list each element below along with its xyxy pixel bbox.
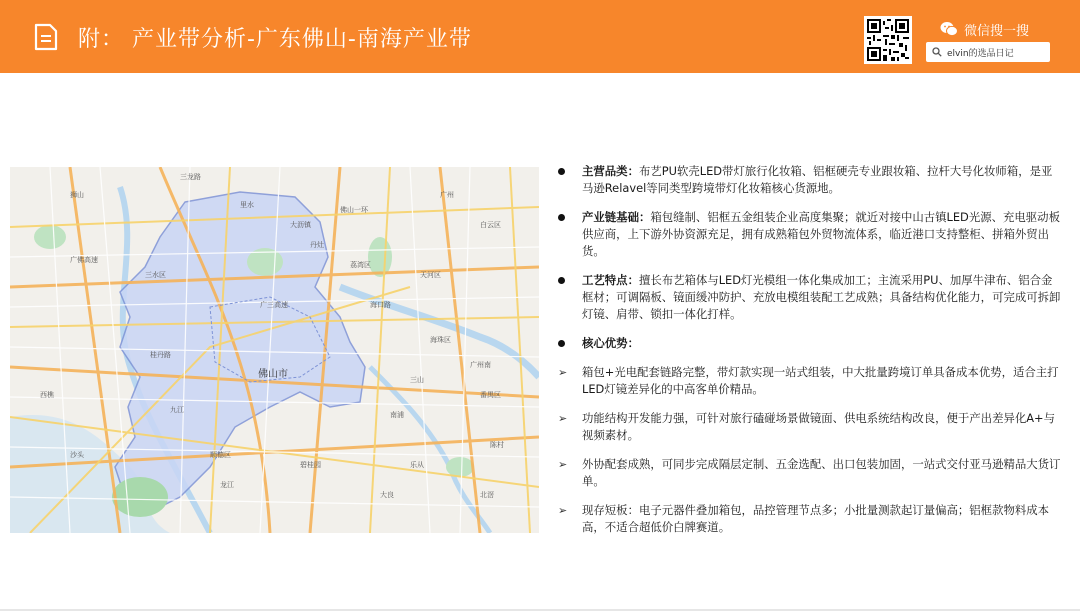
- bullet-heading: 核心优势：: [582, 336, 639, 350]
- bullet-item: [558, 410, 1063, 444]
- bullet-text: 功能结构开发能力强，可针对旅行磕碰场景做镜面、供电系统结构改良，便于产出差异化A+与视频素材。: [582, 411, 1055, 442]
- search-icon: [932, 47, 942, 57]
- bullet-arrow-icon: ➢: [558, 458, 568, 471]
- map-place-label: 陈村: [490, 441, 504, 449]
- map-place-label: 广州南: [470, 361, 491, 369]
- bullet-dot-icon: [558, 335, 572, 352]
- map-graphic: [10, 167, 539, 533]
- map-place-label: 里水: [240, 201, 254, 209]
- bullet-heading: 主营品类：: [582, 164, 639, 178]
- bullet-text: 擅长布艺箱体与LED灯光模组一体化集成加工；主流采用PU、加厚牛津布、铝合金框材；可调隔板、镜面缓冲防护、充放电模组装配工艺成熟；具备结构优化能力，可完成可拆卸灯镜、肩带、锁扣一体化打样。: [582, 273, 1061, 321]
- map-place-label: 南浦: [390, 411, 404, 419]
- search-query-text: elvin的选品日记: [947, 48, 1014, 59]
- document-icon: [33, 23, 59, 51]
- map-place-label: 三龙路: [180, 173, 201, 181]
- map-place-label: 北滘: [480, 491, 494, 499]
- city-label: 佛山市: [258, 369, 288, 380]
- map-place-label: 沙头: [70, 451, 84, 459]
- bullet-item: [558, 272, 1063, 323]
- map-place-label: 天河区: [420, 271, 441, 279]
- map-place-label: 三水区: [145, 271, 166, 279]
- map-place-label: 碧桂园: [300, 461, 321, 469]
- bullet-arrow-icon: ➢: [558, 412, 568, 425]
- bullet-text: 外协配套成熟，可同步完成隔层定制、五金选配、出口包装加固，一站式交付亚马逊精品大货订单。: [582, 457, 1061, 488]
- map-place-label: 西樵: [40, 391, 54, 399]
- map-place-label: 佛山一环: [340, 206, 368, 214]
- map-place-label: 乐从: [410, 461, 424, 469]
- map-place-label: 三山: [410, 376, 424, 384]
- bullet-text: 布艺PU软壳LED带灯旅行化妆箱、铝框硬壳专业跟妆箱、拉杆大号化妆师箱，是亚马逊Relavel等同类型跨境带灯化妆箱核心货源地。: [582, 164, 1053, 195]
- map-place-label: 广州: [440, 191, 454, 199]
- bullet-heading: 产业链基础：: [582, 210, 651, 224]
- map-place-label: 桂丹路: [150, 351, 171, 359]
- map-place-label: 狮山: [70, 191, 84, 199]
- map-place-label: 大良: [380, 491, 394, 499]
- map-place-label: 九江: [170, 406, 184, 414]
- bullet-dot-icon: [558, 209, 572, 226]
- map-place-label: 广三高速: [260, 301, 288, 309]
- bullet-dot-icon: [558, 163, 572, 180]
- bullet-arrow-icon: ➢: [558, 366, 568, 379]
- wechat-search-row: [940, 20, 1029, 38]
- header-bar: [0, 0, 1080, 73]
- map-place-label: 海口路: [370, 301, 391, 309]
- map-place-label: 荔湾区: [350, 261, 371, 269]
- map-place-label: 海珠区: [430, 336, 451, 344]
- bullet-item: [558, 335, 1063, 352]
- bullet-text: 箱包缝制、铝框五金组装企业高度集聚；就近对接中山古镇LED光源、充电驱动板供应商，上下游外协资源充足，拥有成熟箱包外贸物流体系，临近港口支持整柜、拼箱外贸出货。: [582, 210, 1060, 258]
- map-place-label: 广佛高速: [70, 256, 98, 264]
- bullet-heading: 工艺特点：: [582, 273, 639, 287]
- wechat-icon: [940, 21, 958, 37]
- bullet-list: [558, 163, 1063, 548]
- map-place-label: 白云区: [480, 221, 501, 229]
- bullet-item: [558, 456, 1063, 490]
- bullet-dot-icon: [558, 272, 572, 289]
- wechat-search-label: 微信搜一搜: [964, 23, 1030, 39]
- qr-code: [864, 16, 912, 64]
- bullet-text: 现存短板：电子元器件叠加箱包，品控管理节点多；小批量测款起订量偏高；铝框款物料成本高，不适合超低价白牌赛道。: [582, 503, 1050, 534]
- bullet-item: [558, 364, 1063, 398]
- map-place-label: 丹灶: [310, 241, 324, 249]
- bullet-item: [558, 163, 1063, 197]
- bullet-arrow-icon: ➢: [558, 504, 568, 517]
- search-input[interactable]: [926, 42, 1050, 62]
- bullet-item: [558, 502, 1063, 536]
- bullet-text: 箱包+光电配套链路完整，带灯款实现一站式组装，中大批量跨境订单具备成本优势，适合主打LED灯镜差异化的中高客单价精品。: [582, 365, 1059, 396]
- region-map: [10, 167, 539, 533]
- bullet-item: [558, 209, 1063, 260]
- page-title: 附： 产业带分析-广东佛山-南海产业带: [78, 27, 472, 52]
- map-place-label: 龙江: [220, 481, 234, 489]
- map-place-label: 番禺区: [480, 391, 501, 399]
- map-place-label: 大沥镇: [290, 221, 311, 229]
- map-place-label: 顺德区: [210, 451, 231, 459]
